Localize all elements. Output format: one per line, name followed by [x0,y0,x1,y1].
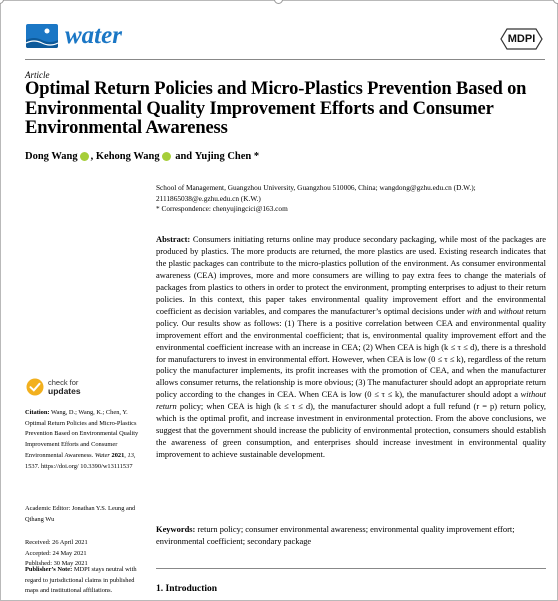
abstract-label: Abstract: [156,234,191,244]
author-list [25,151,259,162]
citation-volume: 13 [127,451,134,459]
orcid-icon[interactable] [80,152,89,161]
date-published: Published: 30 May 2021 [25,560,88,568]
orcid-icon[interactable] [162,152,171,161]
publisher-note [25,565,140,597]
publisher-note-text: MDPI stays neutral with regard to jurisdictional claims in published maps and institutional affiliations. [25,566,137,595]
date-received: Received: 26 April 2021 [25,539,88,546]
article-type: Article [25,70,50,80]
author-separator: and [172,151,195,162]
journal-name: water [65,22,122,49]
citation-year: 2021 [111,451,125,459]
academic-editor: Academic Editor: Jonathan Y.S. Leung and Qihang Wu [25,505,136,523]
keywords [156,524,546,548]
abstract-emphasis: with [466,305,482,316]
abstract-text: return policy. Our results show as follows: (1) There is a positive correlation between CEA and environmental quality improvement effort and the environmental coefficient; that is, environmental quality improvement effort and the environmental coefficient increase with an increase in CEA; (2) When CEA is high (k ≤ τ ≤ d), there is a threshold for manufacturers to invest in environmental effort. However, when CEA is low (0 ≤ τ ≤ k), regardless of the return policy the manufacturer implements, its profit increases with the promotion of CEA, and when the manufacturer allows consumer returns, the relationship is more obvious; (3) The manufacturer should adopt an appropriate return policy according to the changes in CEA. When CEA is low (0 ≤ τ ≤ k), the manufacturer should adopt a [156,305,546,400]
abstract-text: and [481,305,499,316]
keywords-text: return policy; consumer environmental awareness; environmental quality improvement effort; environmental coefficient; secondary package [156,524,515,546]
updates-small-label: check for [48,378,79,387]
citation-block [25,408,140,472]
publisher-logo [500,28,543,50]
citation-label: Citation: [25,409,50,416]
date-accepted: Accepted: 24 May 2021 [25,549,87,557]
header-divider [25,59,545,60]
affiliation-line: 2111865038@e.gzhu.edu.cn (K.W.) [156,193,261,203]
water-drop-icon [26,24,58,48]
correspondence-line: * Correspondence: chenyujingcici@163.com [156,204,288,213]
affiliation-block [156,183,536,215]
publisher-name: MDPI [507,33,536,45]
citation-journal: Water [94,451,110,459]
author-name: Yujing Chen * [194,151,260,162]
section-divider [156,568,546,569]
abstract-text: Consumers initiating returns online may produce secondary packaging, while most of the packages are produced by plastics. The more products are returned, the more plastics are used. Existing research indicates that the plastic packages can contribute to the micro-plastics pollution of the environment. As consumer environmental awareness (CEA) improves, more and more consumers are willing to pay extra fees to change the materials of packages from plastics to others in order to protect the environment, prompting enterprises to adjust to their return policies. In this context, this paper takes environmental quality improvement effort and the environmental coefficient as decision variables, and compares the manufacturer’s optimal decisions under [156,234,546,316]
publisher-note-label: Publisher’s Note: [25,566,73,573]
article-title: Optimal Return Policies and Micro-Plastics Prevention Based on Environmental Quality Improvement Efforts and Consumer Environmental Awareness [25,79,527,138]
section-heading: 1. Introduction [156,584,218,594]
abstract [156,234,546,461]
journal-logo [26,22,122,50]
abstract-text: policy; when CEA is high (k ≤ τ ≤ d), the manufacturer should adopt a full refund (r = p) return policy, which is the optimal profit, and increase investment in environmental protection. From the above conclusions, we suggest that the government should increase the publicity of environmental protection, consumers should establish the awareness of green consumption, and enterprises should increase investment in environmental quality improvement to achieve sustainable development. [156,401,546,460]
check-for-updates-badge[interactable] [26,378,81,396]
abstract-emphasis: without return [156,389,546,412]
affiliation-line: School of Management, Guangzhou University, Guangzhou 510006, China; wangdong@gzhu.edu.cn (D.W.); [156,183,476,192]
keywords-label: Keywords: [156,524,196,534]
abstract-emphasis: without [498,305,524,316]
citation-text: , [124,451,128,459]
author-name: Kehong Wang [95,151,160,162]
citation-doi[interactable]: , 1537. https://doi.org/ 10.3390/w13111537 [25,451,136,470]
author-separator: , [90,151,96,162]
updates-check-icon [26,378,44,396]
updates-label: updates [48,386,81,396]
author-name: Dong Wang [25,151,78,162]
citation-text: Wang, D.; Wang, K.; Chen, Y. Optimal Return Policies and Micro-Plastics Prevention Based on Environmental Quality Improvement Efforts and Consumer Environmental Awareness. [25,409,139,459]
